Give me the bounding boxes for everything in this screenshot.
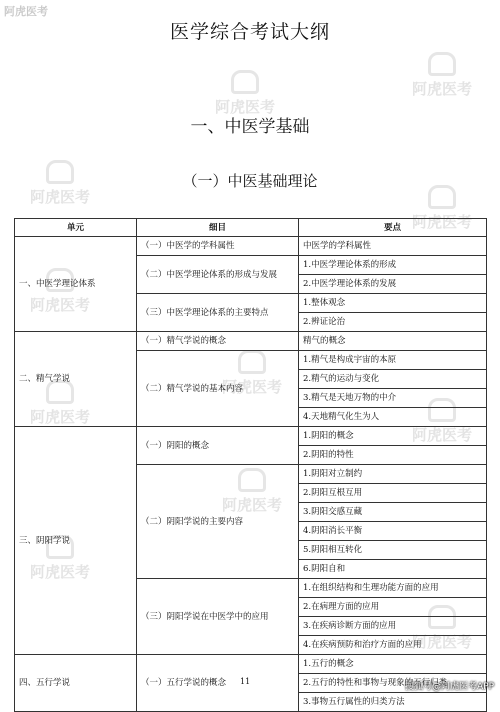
- detail-cell: （三）中医学理论体系的主要特点: [137, 294, 299, 332]
- watermark-text: 阿虎医考: [30, 188, 91, 206]
- point-cell: 5.阴阳相互转化: [299, 541, 487, 560]
- watermark-text: 阿虎医考: [222, 378, 283, 396]
- watermark-text: 阿虎医考: [412, 213, 473, 231]
- header-detail: 细目: [137, 219, 299, 237]
- detail-cell: （二）阴阳学说的主要内容: [137, 465, 299, 579]
- watermark-text: 阿虎医考: [30, 563, 91, 581]
- table-row: [15, 332, 487, 351]
- header-points: 要点: [299, 219, 487, 237]
- table-row: [15, 427, 487, 446]
- watermark-logo-icon: [428, 52, 456, 76]
- watermark: [412, 52, 472, 99]
- corner-logo: 阿虎医考: [4, 5, 48, 18]
- header-unit: 单元: [15, 219, 137, 237]
- detail-cell: （一）精气学说的概念: [137, 332, 299, 351]
- table-row: [15, 237, 487, 256]
- watermark-text: 阿虎医考: [222, 496, 283, 514]
- section-title: 一、中医学基础: [190, 117, 310, 137]
- detail-cell: （二）中医学理论体系的形成与发展: [137, 256, 299, 294]
- detail-cell: （一）阴阳的概念: [137, 427, 299, 465]
- source-label: 搜狐号@阿虎医考APP: [404, 682, 494, 692]
- point-cell: 1.阴阳对立制约: [299, 465, 487, 484]
- syllabus-table: [14, 218, 487, 712]
- point-cell: 2.精气的运动与变化: [299, 370, 487, 389]
- detail-cell: （三）阴阳学说在中医学中的应用: [137, 579, 299, 655]
- point-cell: 2.在病理方面的应用: [299, 598, 487, 617]
- point-cell: 2.阴阳互根互用: [299, 484, 487, 503]
- watermark-text: 阿虎医考: [30, 408, 91, 426]
- point-cell: 4.在疾病预防和治疗方面的应用: [299, 636, 487, 655]
- document-title: 医学综合考试大纲: [169, 21, 330, 43]
- point-cell: 精气的概念: [299, 332, 487, 351]
- detail-cell: （一）中医学的学科属性: [137, 237, 299, 256]
- point-cell: 1.精气是构成宇宙的本原: [299, 351, 487, 370]
- watermark-text: 阿虎医考: [412, 633, 473, 651]
- point-cell: 2.中医学理论体系的发展: [299, 275, 487, 294]
- point-cell: 1.五行的概念: [299, 655, 487, 674]
- watermark-text: 阿虎医考: [412, 80, 473, 98]
- point-cell: 6.阴阳自和: [299, 560, 487, 579]
- point-cell: 4.阴阳消长平衡: [299, 522, 487, 541]
- point-cell: 1.整体观念: [299, 294, 487, 313]
- table-row: [15, 655, 487, 674]
- watermark-text: 阿虎医考: [215, 98, 276, 116]
- unit-cell: 二、精气学说: [15, 332, 137, 427]
- point-cell: 3.事物五行属性的归类方法: [299, 693, 487, 712]
- watermark-text: 阿虎医考: [30, 296, 91, 314]
- unit-cell: 四、五行学说: [15, 655, 137, 712]
- point-cell: 2.阴阳的特性: [299, 446, 487, 465]
- watermark-text: 阿虎医考: [412, 426, 473, 444]
- point-cell: 中医学的学科属性: [299, 237, 487, 256]
- table-header-row: [15, 219, 487, 237]
- unit-cell: 一、中医学理论体系: [15, 237, 137, 332]
- page-number: 11: [240, 677, 251, 686]
- point-cell: 1.在组织结构和生理功能方面的应用: [299, 579, 487, 598]
- point-cell: 1.阴阳的概念: [299, 427, 487, 446]
- point-cell: 2.五行的特性和事物与现象的五行归类: [299, 674, 487, 693]
- point-cell: 3.阴阳交感互藏: [299, 503, 487, 522]
- point-cell: 3.在疾病诊断方面的应用: [299, 617, 487, 636]
- watermark-logo-icon: [231, 70, 259, 94]
- unit-cell: 三、阴阳学说: [15, 427, 137, 655]
- detail-cell: （一）五行学说的概念: [137, 655, 299, 712]
- point-cell: 3.精气是天地万物的中介: [299, 389, 487, 408]
- detail-cell: （二）精气学说的基本内容: [137, 351, 299, 427]
- point-cell: 4.天地精气化生为人: [299, 408, 487, 427]
- watermark: [215, 70, 275, 117]
- point-cell: 2.辨证论治: [299, 313, 487, 332]
- point-cell: 1.中医学理论体系的形成: [299, 256, 487, 275]
- subsection-title: （一）中医基础理论: [182, 172, 318, 190]
